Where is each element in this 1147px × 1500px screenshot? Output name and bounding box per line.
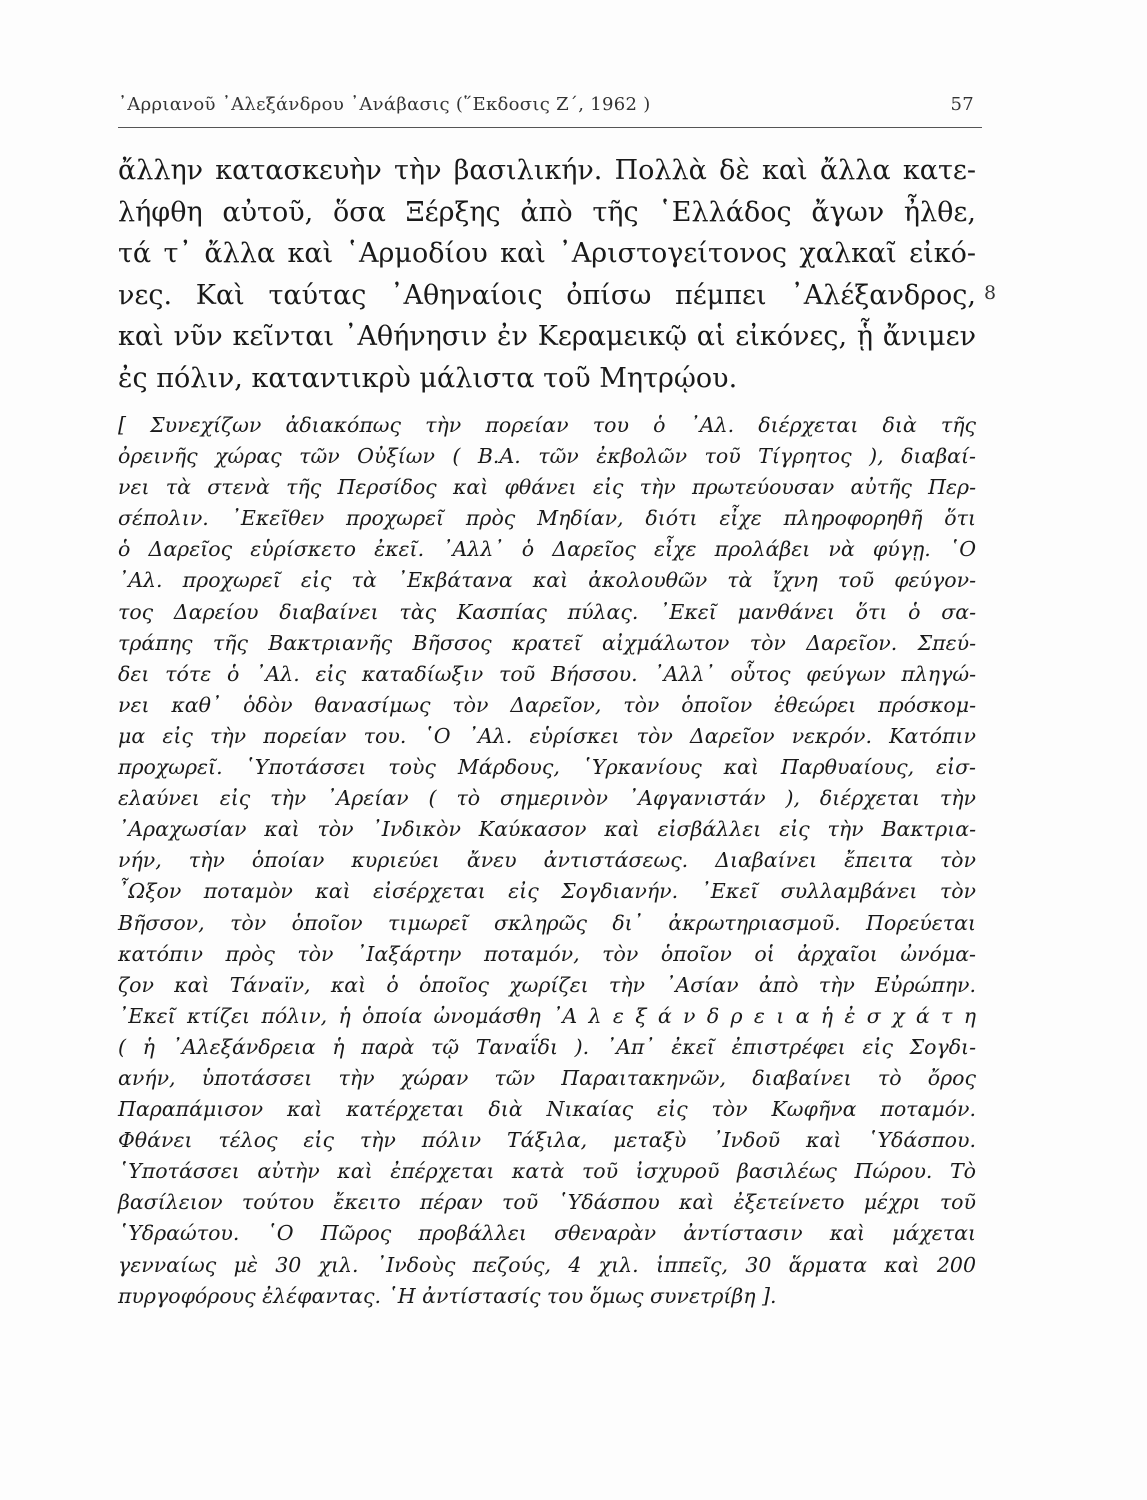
main-greek-text [118,150,976,399]
summary-line: Βῆσσον, τὸν ὁποῖον τιμωρεῖ σκληρῶς δι᾿ ἀκρωτηριασμοῦ. Πορεύεται [118,910,976,935]
summary-line: πυργοφόρους ἐλέφαντας. ῾Η ἀντίστασίς του ὅμως συνετρίβη ]. [118,1283,777,1308]
text-line: ἄλλην κατασκευὴν τὴν βασιλικήν. Πολλὰ δὲ καὶ ἄλλα κατε- [118,155,976,186]
text-line: νες. Καὶ ταύτας ᾿Αθηναίοις ὀπίσω πέμπει ᾿Αλέξανδρος, [118,279,976,311]
summary-line: νει τὰ στενὰ τῆς Περσίδος καὶ φθάνει εἰς τὴν πρωτεύουσαν αὐτῆς Περ- [118,475,976,500]
summary-line: τράπης τῆς Βακτριανῆς Βῆσσος κρατεῖ αἰχμάλωτον τὸν Δαρεῖον. Σπεύ- [118,630,976,655]
summary-line: σέπολιν. ᾿Εκεῖθεν προχωρεῖ πρὸς Μηδίαν, διότι εἶχε πληροφορηθῆ ὅτι [118,506,976,531]
summary-line: προχωρεῖ. ῾Υποτάσσει τοὺς Μάρδους, ῾Υρκανίους καὶ Παρθυαίους, εἰσ- [118,755,976,780]
margin-section-number: 8 [984,282,997,304]
summary-line: κατόπιν πρὸς τὸν ᾿Ιαξάρτην ποταμόν, τὸν ὁποῖον οἱ ἀρχαῖοι ὠνόμα- [118,941,976,966]
summary-line: ῏Ωξον ποταμὸν καὶ εἰσέρχεται εἰς Σογδιανήν. ᾿Εκεῖ συλλαμβάνει τὸν [118,879,976,904]
summary-line: νει καθ᾿ ὁδὸν θανασίμως τὸν Δαρεῖον, τὸν ὁποῖον ἐθεώρει πρόσκομ- [118,692,976,717]
summary-line: ᾿Εκεῖ κτίζει πόλιν, ἡ ὁποία ὠνομάσθη ᾿Α λ ε ξ ά ν δ ρ ε ι α ἡ ἐ σ χ ά τ η [118,1003,976,1028]
running-head [118,94,982,124]
text-line: καὶ νῦν κεῖνται ᾿Αθήνησιν ἐν Κεραμεικῷ αἱ εἰκόνες, ᾗ ἄνιμεν [118,321,976,352]
summary-line: βασίλειον τούτου ἔκειτο πέραν τοῦ ῾Υδάσπου καὶ ἐξετείνετο μέχρι τοῦ [118,1190,976,1215]
page-number: 57 [950,94,974,115]
text-line: ἐς πόλιν, καταντικρὺ μάλιστα τοῦ Μητρῴου. [118,362,738,394]
header-rule [118,127,982,128]
summary-line: [ Συνεχίζων ἀδιακόπως τὴν πορείαν του ὁ ᾿Αλ. διέρχεται διὰ τῆς [118,413,976,437]
summary-line: ᾿Αραχωσίαν καὶ τὸν ᾿Ινδικὸν Καύκασον καὶ εἰσβάλλει εἰς τὴν Βακτρια- [118,817,976,842]
summary-line: τος Δαρείου διαβαίνει τὰς Κασπίας πύλας. ᾿Εκεῖ μανθάνει ὅτι ὁ σα- [118,599,976,624]
summary-line: ( ἡ ᾿Αλεξάνδρεια ἡ παρὰ τῷ Ταναΐδι ). ᾿Απ᾿ ἐκεῖ ἐπιστρέφει εἰς Σογδι- [118,1034,976,1059]
summary-line: ὀρεινῆς χώρας τῶν Οὐξίων ( Β.Α. τῶν ἐκβολῶν τοῦ Τίγρητος ), διαβαί- [118,444,976,469]
running-head-title: ᾿Αρριανοῦ ᾿Αλεξάνδρου ᾿Ανάβασις (῞Εκδοσις Ζ΄, 1962 ) [118,94,651,115]
summary-line: Φθάνει τέλος εἰς τὴν πόλιν Τάξιλα, μεταξὺ ᾿Ινδοῦ καὶ ῾Υδάσπου. [118,1128,976,1153]
summary-line: ὁ Δαρεῖος εὑρίσκετο ἐκεῖ. ᾿Αλλ᾿ ὁ Δαρεῖος εἶχε προλάβει νὰ φύγῃ. ῾Ο [118,537,976,562]
summary-line: ᾿Αλ. προχωρεῖ εἰς τὰ ᾿Εκβάτανα καὶ ἀκολουθῶν τὰ ἴχνη τοῦ φεύγον- [118,568,976,593]
summary-line: ανήν, ὑποτάσσει τὴν χώραν τῶν Παραιτακηνῶν, διαβαίνει τὸ ὄρος [118,1065,976,1090]
text-line: λήφθη αὐτοῦ, ὅσα Ξέρξης ἀπὸ τῆς ῾Ελλάδος ἄγων ἦλθε, [118,196,976,228]
summary-line: ῾Υποτάσσει αὐτὴν καὶ ἐπέρχεται κατὰ τοῦ ἰσχυροῦ βασιλέως Πώρου. Τὸ [118,1159,976,1184]
summary-line: ζον καὶ Τάναϊν, καὶ ὁ ὁποῖος χωρίζει τὴν ᾿Ασίαν ἀπὸ τὴν Εὐρώπην. [118,972,976,997]
summary-line: Παραπάμισον καὶ κατέρχεται διὰ Νικαίας εἰς τὸν Κωφῆνα ποταμόν. [118,1097,976,1122]
summary-line: μα εἰς τὴν πορείαν του. ῾Ο ᾿Αλ. εὑρίσκει τὸν Δαρεῖον νεκρόν. Κατόπιν [118,723,976,748]
summary-line: νήν, τὴν ὁποίαν κυριεύει ἄνευ ἀντιστάσεως. Διαβαίνει ἔπειτα τὸν [118,848,976,873]
text-line: τά τ᾿ ἄλλα καὶ ῾Αρμοδίου καὶ ᾿Αριστογείτονος χαλκαῖ εἰκό- [118,238,976,269]
summary-line: γενναίως μὲ 30 χιλ. ᾿Ινδοὺς πεζούς, 4 χιλ. ἱππεῖς, 30 ἅρματα καὶ 200 [118,1252,976,1277]
summary-line: δει τότε ὁ ᾿Αλ. εἰς καταδίωξιν τοῦ Βήσσου. ᾿Αλλ᾿ οὗτος φεύγων πληγώ- [118,661,976,686]
summary-line: ελαύνει εἰς τὴν ᾿Αρείαν ( τὸ σημερινὸν ᾿Αφγανιστάν ), διέρχεται τὴν [118,786,976,811]
summary-paragraph [118,410,976,1312]
summary-line: ῾Υδραώτου. ῾Ο Πῶρος προβάλλει σθεναρὰν ἀντίστασιν καὶ μάχεται [118,1221,976,1246]
